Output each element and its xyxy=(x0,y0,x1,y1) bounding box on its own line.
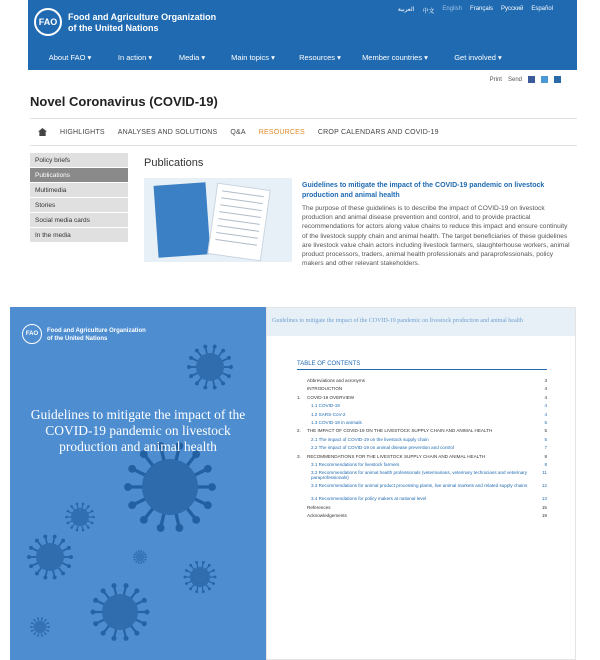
virus-particle-icon xyxy=(187,345,233,390)
toc-entry-page: 4 xyxy=(544,403,547,409)
main-nav xyxy=(28,48,577,68)
cover-org-line2: of the United Nations xyxy=(47,336,108,342)
toc-entry-page: 12 xyxy=(541,483,547,489)
toc-title: TABLE OF CONTENTS xyxy=(297,361,361,367)
toc-entry[interactable] xyxy=(297,445,547,453)
page-title: Novel Coronavirus (COVID-19) xyxy=(30,94,218,109)
twitter-icon[interactable] xyxy=(541,76,548,83)
nav-item[interactable]: About FAO ▾ xyxy=(48,53,92,62)
toc-entry-label: INTRODUCTION xyxy=(307,386,343,392)
language-link[interactable]: 中文 xyxy=(422,9,435,15)
toc-entry-page: 4 xyxy=(544,394,547,400)
publication-thumbnail[interactable] xyxy=(144,178,292,262)
fao-logo-icon[interactable]: FAO xyxy=(34,8,62,36)
toc-entry-page: 8 xyxy=(544,453,547,459)
tab-item[interactable]: RESOURCES xyxy=(258,128,305,136)
nav-item[interactable]: In action ▾ xyxy=(117,53,153,62)
toc-entry[interactable] xyxy=(297,378,547,386)
site-header xyxy=(28,0,577,70)
toc-divider xyxy=(297,369,547,370)
toc-entry-label: 3.4 Recommendations for policy makers at national level xyxy=(311,496,427,502)
toc-entry-label: 3.3 Recommendations for animal product processing plants, live animal markets and related supply chains xyxy=(311,483,528,489)
publication-description: The purpose of these guidelines is to describe the impact of COVID-19 on livestock production and animal disease prevention and control, and to provide practical recommendations for actors along value chains to reduce this impact and ensure continuity of the livestock supply chain and animal health. The target beneficiaries of these guidelines are livestock value chain actors including livestock farmers, slaughterhouse workers, animal product processors, traders, animal health professionals and paraprofessionals, policy makers and other relevant stakeholders. xyxy=(302,205,570,268)
toc-entry[interactable] xyxy=(297,462,547,470)
publications-heading: Publications xyxy=(144,157,204,169)
toc-entry-page: 4 xyxy=(544,411,547,417)
toc-entry[interactable] xyxy=(297,412,547,420)
nav-item[interactable]: Main topics ▾ xyxy=(231,53,275,62)
toc-entry-page: 5 xyxy=(544,428,547,434)
toc-entry-number: 3. xyxy=(297,453,301,459)
toc-entry-page: 11 xyxy=(542,470,547,476)
toc-entry-page: 15 xyxy=(541,504,547,510)
sidebar-menu xyxy=(30,153,128,243)
tab-item[interactable]: Q&A xyxy=(230,128,246,136)
toc-entry-label: 3.2 Recommendations for animal health professionals (veterinarians, veterinary technicians and veterinary paraprofessionals) xyxy=(311,470,528,481)
nav-item[interactable]: Member countries ▾ xyxy=(362,53,428,62)
send-link[interactable]: Send xyxy=(507,76,522,83)
toc-entry-number: 2. xyxy=(297,428,301,434)
cover-org-name xyxy=(47,327,167,343)
toc-entry-label: 1.2 SARS-CoV-2 xyxy=(311,411,346,417)
toc-entry[interactable] xyxy=(297,420,547,428)
print-link[interactable]: Print xyxy=(489,76,502,83)
toc-entry-page: 19 xyxy=(541,513,547,519)
toc-entry-label: RECOMMENDATIONS FOR THE LIVESTOCK SUPPLY CHAIN AND ANIMAL HEALTH xyxy=(307,453,485,459)
toc-entry[interactable] xyxy=(297,513,547,521)
toc-entry[interactable] xyxy=(297,395,547,403)
linkedin-icon[interactable] xyxy=(554,76,561,83)
toc-entry-label: COVID-19 OVERVIEW xyxy=(307,394,355,400)
publication-cover xyxy=(10,307,266,660)
toc-entry-label: References xyxy=(307,504,331,510)
page-thumbnail-image xyxy=(207,183,270,262)
toc-entry-page: 4 xyxy=(544,386,547,392)
fao-web-page xyxy=(28,0,577,300)
language-link[interactable]: Español xyxy=(531,6,553,12)
sidebar-item[interactable]: Policy briefs xyxy=(30,153,128,168)
toc-entry[interactable] xyxy=(297,483,547,496)
toc-entry-label: 1.1 COVID-19 xyxy=(311,403,340,409)
toc-entry-label: Abbreviations and acronyms xyxy=(307,378,365,383)
home-icon[interactable] xyxy=(38,128,47,136)
toc-entry[interactable] xyxy=(297,505,547,513)
virus-illustration xyxy=(10,307,266,660)
toc-entry-page: 7 xyxy=(544,445,547,451)
toc-entry-number: 1. xyxy=(297,394,301,400)
org-name-line1: Food and Agriculture Organization xyxy=(68,12,217,22)
sidebar-item[interactable]: Publications xyxy=(30,168,128,183)
tab-item[interactable]: HIGHLIGHTS xyxy=(60,128,105,136)
publication-title-link[interactable]: Guidelines to mitigate the impact of the COVID-19 pandemic on livestock production and animal health xyxy=(302,182,545,199)
virus-particle-icon xyxy=(30,617,50,637)
virus-particle-icon xyxy=(184,561,217,593)
toc-entry-label: 1.3 COVID-19 in animals xyxy=(311,419,362,425)
toc-entry[interactable] xyxy=(297,454,547,462)
toc-entry-page: 5 xyxy=(544,436,547,442)
cover-org-line1: Food and Agriculture Organization xyxy=(47,328,146,334)
sidebar-item[interactable]: Multimedia xyxy=(30,183,128,198)
tab-item[interactable]: ANALYSES AND SOLUTIONS xyxy=(117,128,218,136)
virus-particle-icon xyxy=(65,503,95,532)
toc-entry[interactable] xyxy=(297,496,547,504)
toc-entry-page: 13 xyxy=(541,496,547,502)
org-name-line2: of the United Nations xyxy=(68,23,159,33)
virus-particle-icon xyxy=(90,583,149,641)
sidebar-item[interactable]: Stories xyxy=(30,198,128,213)
language-switcher xyxy=(398,6,553,15)
toc-entry-label: 3.1 Recommendations for livestock farmers xyxy=(311,461,400,467)
language-link[interactable]: Русский xyxy=(501,6,524,12)
virus-particle-icon xyxy=(133,550,147,564)
toc-entry-page: 3 xyxy=(544,378,547,383)
language-link[interactable]: Français xyxy=(470,6,494,12)
toc-entry[interactable] xyxy=(297,428,547,436)
running-head: Guidelines to mitigate the impact of the COVID-19 pandemic on livestock production and animal health xyxy=(272,318,523,324)
table-of-contents xyxy=(297,378,547,521)
language-link[interactable]: العربية xyxy=(397,7,415,13)
cover-fao-logo-icon: FAO xyxy=(22,324,42,344)
nav-item[interactable]: Get involved ▾ xyxy=(454,53,502,62)
section-tabs xyxy=(30,118,577,146)
toc-entry-label: Acknowledgements xyxy=(307,513,347,519)
toc-page xyxy=(266,307,576,660)
tab-item[interactable]: CROP CALENDARS AND COVID-19 xyxy=(317,128,439,136)
cover-title: Guidelines to mitigate the impact of the COVID-19 pandemic on livestock production and animal health xyxy=(30,407,246,454)
language-link[interactable]: English xyxy=(442,6,463,12)
toc-entry[interactable] xyxy=(297,403,547,411)
toc-entry[interactable] xyxy=(297,386,547,394)
toc-entry-label: 2.2 The impact of COVID-19 on animal disease prevention and control xyxy=(311,445,454,451)
share-toolbar xyxy=(490,76,561,83)
nav-item[interactable]: Resources ▾ xyxy=(299,53,341,62)
toc-entry-page: 8 xyxy=(544,461,547,467)
facebook-icon[interactable] xyxy=(528,76,535,83)
sidebar-item[interactable]: In the media xyxy=(30,228,128,243)
toc-entry-page: 5 xyxy=(544,419,547,425)
toc-entry[interactable] xyxy=(297,470,547,483)
toc-entry-label: THE IMPACT OF COVID-19 ON THE LIVESTOCK SUPPLY CHAIN AND ANIMAL HEALTH xyxy=(307,428,493,434)
nav-item[interactable]: Media ▾ xyxy=(178,53,206,62)
cover-thumbnail-image xyxy=(154,182,211,257)
virus-particle-icon xyxy=(124,442,216,532)
sidebar-item[interactable]: Social media cards xyxy=(30,213,128,228)
toc-entry-label: 2.1 The impact of COVID-19 on the livestock supply chain xyxy=(311,436,429,442)
org-name[interactable] xyxy=(68,12,218,34)
virus-particle-icon xyxy=(27,535,73,580)
toc-entry[interactable] xyxy=(297,437,547,445)
